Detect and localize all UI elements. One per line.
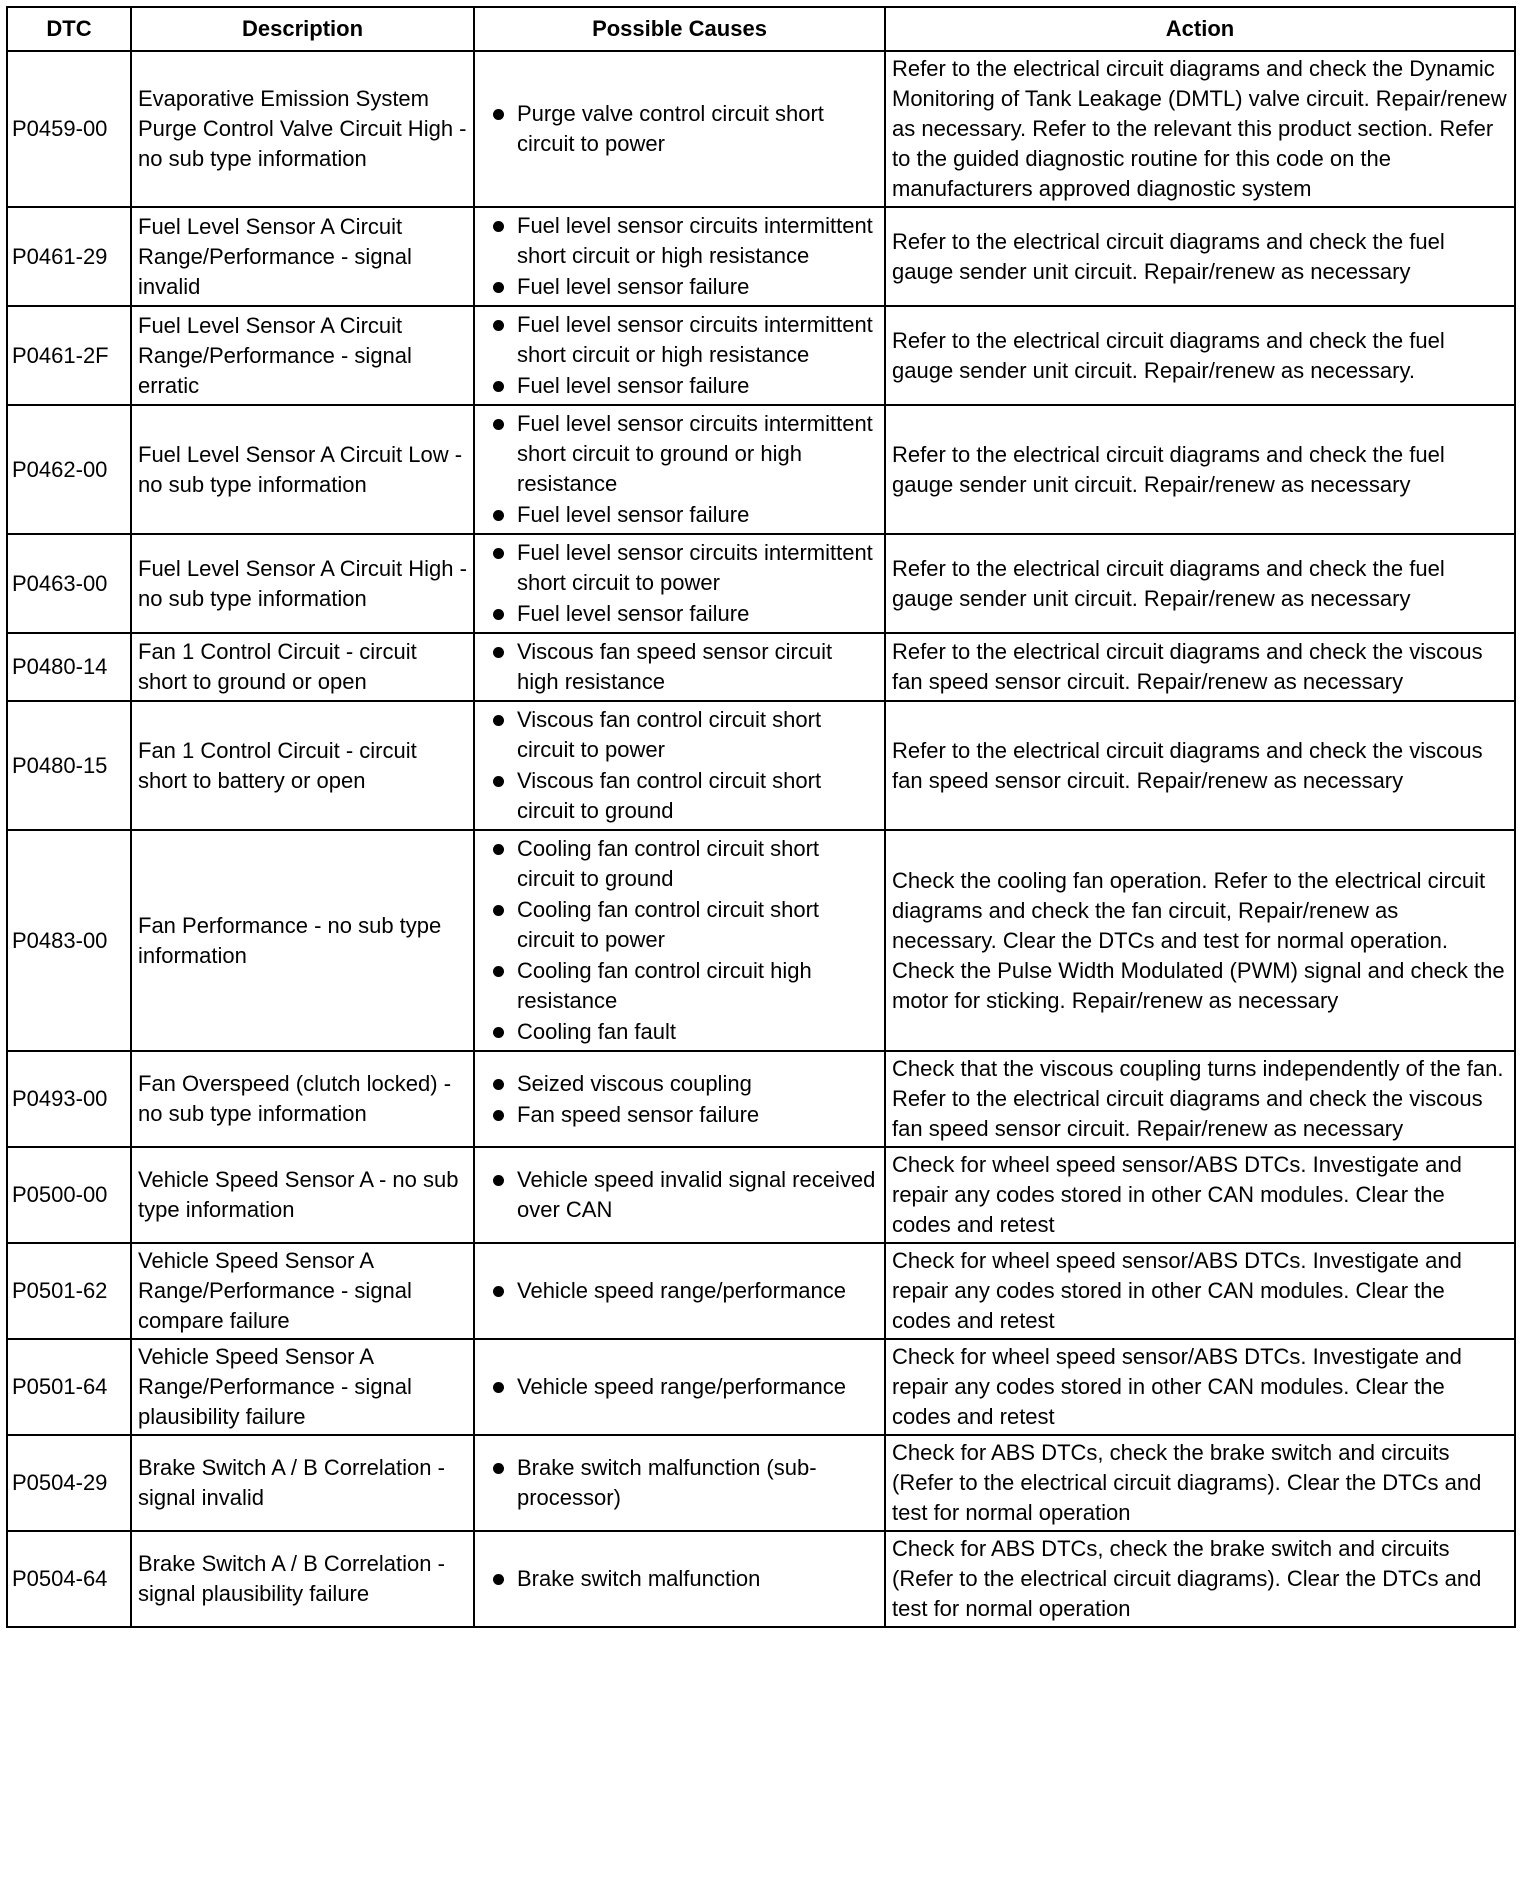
possible-causes-list bbox=[481, 409, 878, 530]
possible-cause-item: Cooling fan fault bbox=[481, 1017, 878, 1047]
dtc-code: P0493-00 bbox=[7, 1051, 131, 1147]
dtc-code: P0463-00 bbox=[7, 534, 131, 633]
dtc-action: Check that the viscous coupling turns independently of the fan. Refer to the electrical circuit diagrams and check the viscous fan speed sensor circuit. Repair/renew as necessary bbox=[885, 1051, 1515, 1147]
possible-causes-list bbox=[481, 705, 878, 826]
possible-cause-item: Viscous fan control circuit short circuit to ground bbox=[481, 766, 878, 826]
possible-cause-item: Fuel level sensor failure bbox=[481, 599, 878, 629]
header-row bbox=[7, 7, 1515, 51]
possible-cause-item: Fan speed sensor failure bbox=[481, 1100, 878, 1130]
table-row bbox=[7, 633, 1515, 701]
table-header bbox=[7, 7, 1515, 51]
possible-causes-list bbox=[481, 1564, 878, 1594]
dtc-action: Check for ABS DTCs, check the brake switch and circuits (Refer to the electrical circuit diagrams). Clear the DTCs and test for normal operation bbox=[885, 1531, 1515, 1627]
possible-cause-item: Seized viscous coupling bbox=[481, 1069, 878, 1099]
dtc-code: P0459-00 bbox=[7, 51, 131, 207]
possible-causes-cell bbox=[474, 1531, 885, 1627]
possible-cause-item: Cooling fan control circuit short circuit to power bbox=[481, 895, 878, 955]
dtc-description: Fuel Level Sensor A Circuit Range/Performance - signal erratic bbox=[131, 306, 474, 405]
possible-cause-item: Brake switch malfunction (sub-processor) bbox=[481, 1453, 878, 1513]
dtc-code: P0504-29 bbox=[7, 1435, 131, 1531]
possible-cause-item: Fuel level sensor circuits intermittent short circuit to ground or high resistance bbox=[481, 409, 878, 499]
possible-cause-item: Fuel level sensor failure bbox=[481, 500, 878, 530]
dtc-action: Check for wheel speed sensor/ABS DTCs. Investigate and repair any codes stored in other CAN modules. Clear the codes and retest bbox=[885, 1147, 1515, 1243]
possible-causes-cell bbox=[474, 405, 885, 534]
header-description: Description bbox=[131, 7, 474, 51]
possible-causes-list bbox=[481, 1372, 878, 1402]
header-dtc: DTC bbox=[7, 7, 131, 51]
possible-cause-item: Brake switch malfunction bbox=[481, 1564, 878, 1594]
possible-causes-cell bbox=[474, 1435, 885, 1531]
dtc-description: Brake Switch A / B Correlation - signal plausibility failure bbox=[131, 1531, 474, 1627]
possible-causes-cell bbox=[474, 633, 885, 701]
possible-causes-cell bbox=[474, 306, 885, 405]
possible-cause-item: Cooling fan control circuit short circuit to ground bbox=[481, 834, 878, 894]
table-row bbox=[7, 701, 1515, 830]
possible-cause-item: Fuel level sensor circuits intermittent short circuit or high resistance bbox=[481, 310, 878, 370]
possible-cause-item: Fuel level sensor failure bbox=[481, 272, 878, 302]
dtc-description: Fuel Level Sensor A Circuit High - no sub type information bbox=[131, 534, 474, 633]
dtc-action: Refer to the electrical circuit diagrams and check the fuel gauge sender unit circuit. Repair/renew as necessary bbox=[885, 534, 1515, 633]
possible-causes-list bbox=[481, 538, 878, 629]
dtc-description: Brake Switch A / B Correlation - signal invalid bbox=[131, 1435, 474, 1531]
dtc-action: Refer to the electrical circuit diagrams and check the Dynamic Monitoring of Tank Leakage (DMTL) valve circuit. Repair/renew as necessary. Refer to the relevant this product section. Refer to the guided diagnostic routine for this code on the manufacturers approved diagnostic system bbox=[885, 51, 1515, 207]
possible-causes-list bbox=[481, 310, 878, 401]
table-row bbox=[7, 306, 1515, 405]
header-possible-causes: Possible Causes bbox=[474, 7, 885, 51]
possible-causes-cell bbox=[474, 701, 885, 830]
table-row bbox=[7, 1147, 1515, 1243]
table-row bbox=[7, 830, 1515, 1051]
possible-causes-cell bbox=[474, 534, 885, 633]
dtc-code: P0483-00 bbox=[7, 830, 131, 1051]
possible-causes-cell bbox=[474, 51, 885, 207]
table-row bbox=[7, 1051, 1515, 1147]
possible-cause-item: Purge valve control circuit short circuit to power bbox=[481, 99, 878, 159]
dtc-code: P0461-2F bbox=[7, 306, 131, 405]
possible-cause-item: Viscous fan speed sensor circuit high resistance bbox=[481, 637, 878, 697]
possible-causes-list bbox=[481, 1276, 878, 1306]
possible-causes-list bbox=[481, 1165, 878, 1225]
possible-cause-item: Fuel level sensor circuits intermittent short circuit to power bbox=[481, 538, 878, 598]
possible-causes-cell bbox=[474, 207, 885, 306]
dtc-description: Fan Performance - no sub type information bbox=[131, 830, 474, 1051]
possible-causes-cell bbox=[474, 1051, 885, 1147]
possible-cause-item: Viscous fan control circuit short circuit to power bbox=[481, 705, 878, 765]
dtc-code: P0480-15 bbox=[7, 701, 131, 830]
table-row bbox=[7, 1339, 1515, 1435]
dtc-action: Check for wheel speed sensor/ABS DTCs. Investigate and repair any codes stored in other CAN modules. Clear the codes and retest bbox=[885, 1339, 1515, 1435]
possible-causes-list bbox=[481, 637, 878, 697]
dtc-action: Refer to the electrical circuit diagrams and check the fuel gauge sender unit circuit. Repair/renew as necessary. bbox=[885, 306, 1515, 405]
table-body bbox=[7, 51, 1515, 1627]
possible-cause-item: Cooling fan control circuit high resistance bbox=[481, 956, 878, 1016]
table-row bbox=[7, 534, 1515, 633]
dtc-action: Check for ABS DTCs, check the brake switch and circuits (Refer to the electrical circuit diagrams). Clear the DTCs and test for normal operation bbox=[885, 1435, 1515, 1531]
dtc-code: P0500-00 bbox=[7, 1147, 131, 1243]
dtc-action: Refer to the electrical circuit diagrams and check the viscous fan speed sensor circuit. Repair/renew as necessary bbox=[885, 701, 1515, 830]
dtc-code: P0501-64 bbox=[7, 1339, 131, 1435]
possible-cause-item: Fuel level sensor circuits intermittent short circuit or high resistance bbox=[481, 211, 878, 271]
dtc-description: Fan 1 Control Circuit - circuit short to battery or open bbox=[131, 701, 474, 830]
dtc-description: Fuel Level Sensor A Circuit Low - no sub type information bbox=[131, 405, 474, 534]
dtc-code: P0461-29 bbox=[7, 207, 131, 306]
dtc-action: Refer to the electrical circuit diagrams and check the viscous fan speed sensor circuit. Repair/renew as necessary bbox=[885, 633, 1515, 701]
possible-causes-list bbox=[481, 1453, 878, 1513]
possible-causes-list bbox=[481, 99, 878, 159]
header-action: Action bbox=[885, 7, 1515, 51]
table-row bbox=[7, 1243, 1515, 1339]
dtc-description: Vehicle Speed Sensor A - no sub type information bbox=[131, 1147, 474, 1243]
dtc-code: P0462-00 bbox=[7, 405, 131, 534]
possible-causes-cell bbox=[474, 1243, 885, 1339]
dtc-action: Refer to the electrical circuit diagrams and check the fuel gauge sender unit circuit. Repair/renew as necessary bbox=[885, 405, 1515, 534]
possible-cause-item: Fuel level sensor failure bbox=[481, 371, 878, 401]
possible-cause-item: Vehicle speed range/performance bbox=[481, 1276, 878, 1306]
table-row bbox=[7, 1531, 1515, 1627]
dtc-description: Fan 1 Control Circuit - circuit short to ground or open bbox=[131, 633, 474, 701]
dtc-description: Vehicle Speed Sensor A Range/Performance - signal plausibility failure bbox=[131, 1339, 474, 1435]
possible-causes-cell bbox=[474, 1339, 885, 1435]
table-row bbox=[7, 51, 1515, 207]
dtc-code: P0501-62 bbox=[7, 1243, 131, 1339]
dtc-description: Vehicle Speed Sensor A Range/Performance - signal compare failure bbox=[131, 1243, 474, 1339]
dtc-table bbox=[6, 6, 1516, 1628]
possible-causes-list bbox=[481, 1069, 878, 1130]
possible-causes-cell bbox=[474, 1147, 885, 1243]
table-row bbox=[7, 405, 1515, 534]
dtc-description: Fan Overspeed (clutch locked) - no sub type information bbox=[131, 1051, 474, 1147]
dtc-code: P0480-14 bbox=[7, 633, 131, 701]
possible-causes-list bbox=[481, 211, 878, 302]
table-row bbox=[7, 207, 1515, 306]
dtc-code: P0504-64 bbox=[7, 1531, 131, 1627]
dtc-action: Check for wheel speed sensor/ABS DTCs. Investigate and repair any codes stored in other CAN modules. Clear the codes and retest bbox=[885, 1243, 1515, 1339]
possible-cause-item: Vehicle speed range/performance bbox=[481, 1372, 878, 1402]
dtc-action: Refer to the electrical circuit diagrams and check the fuel gauge sender unit circuit. Repair/renew as necessary bbox=[885, 207, 1515, 306]
dtc-description: Fuel Level Sensor A Circuit Range/Performance - signal invalid bbox=[131, 207, 474, 306]
possible-causes-cell bbox=[474, 830, 885, 1051]
dtc-action: Check the cooling fan operation. Refer to the electrical circuit diagrams and check the fan circuit, Repair/renew as necessary. Clear the DTCs and test for normal operation. Check the Pulse Width Modulated (PWM) signal and check the motor for sticking. Repair/renew as necessary bbox=[885, 830, 1515, 1051]
table-row bbox=[7, 1435, 1515, 1531]
dtc-description: Evaporative Emission System Purge Control Valve Circuit High - no sub type information bbox=[131, 51, 474, 207]
possible-cause-item: Vehicle speed invalid signal received over CAN bbox=[481, 1165, 878, 1225]
possible-causes-list bbox=[481, 834, 878, 1047]
